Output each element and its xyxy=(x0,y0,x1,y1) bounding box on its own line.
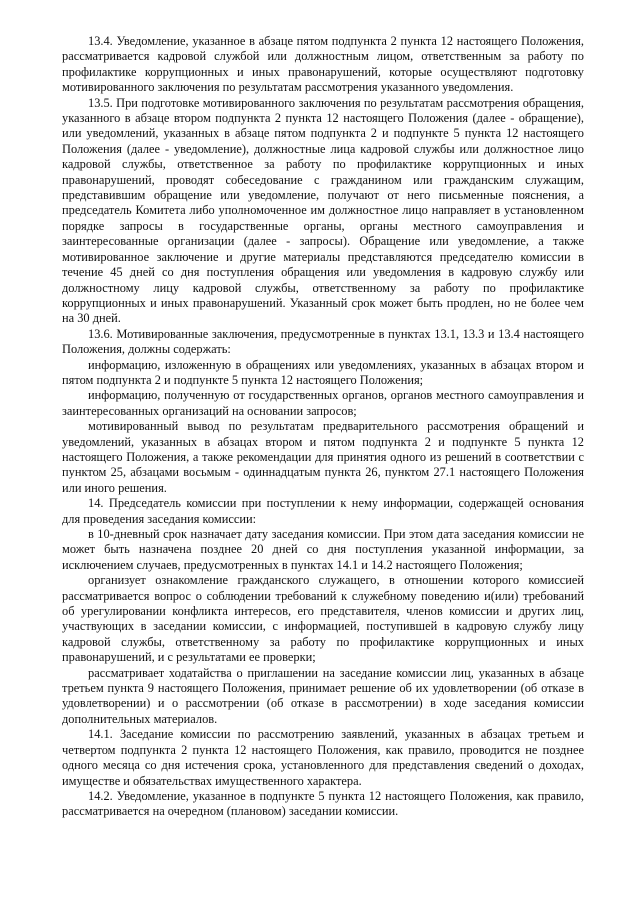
paragraph-13-4: 13.4. Уведомление, указанное в абзаце пятом подпункта 2 пункта 12 настоящего Положения, рассматривается кадровой службой или должностным лицом, ответственным за работу по профилактике коррупционных и иных правонарушений, которые осуществляют подготовку мотивированного заключения по результатам рассмотрения указанного уведомления. xyxy=(62,34,584,95)
paragraph-13-6: 13.6. Мотивированные заключения, предусмотренные в пунктах 13.1, 13.3 и 13.4 настоящего Положения, должны содержать: xyxy=(62,326,584,357)
paragraph-14-item-3: рассматривает ходатайства о приглашении на заседание комиссии лиц, указанных в абзаце третьем пункта 9 настоящего Положения, принимает решение об их удовлетворении (об отказе в удовлетворении) и о рассмотрении (об отказе в рассмотрении) в ходе заседания комиссии дополнительных материалов. xyxy=(62,665,584,726)
paragraph-13-6-item-1: информацию, изложенную в обращениях или уведомлениях, указанных в абзацах втором и пятом подпункта 2 и подпункте 5 пункта 12 настоящего Положения; xyxy=(62,357,584,387)
document-page xyxy=(62,34,584,820)
paragraph-14-2: 14.2. Уведомление, указанное в подпункте 5 пункта 12 настоящего Положения, как правило, рассматривается на очередном (плановом) заседании комиссии. xyxy=(62,788,584,819)
paragraph-13-5: 13.5. При подготовке мотивированного заключения по результатам рассмотрения обращения, указанного в абзаце втором подпункта 2 пункта 12 настоящего Положения (далее - обращение), или уведомлений, указанных в абзаце пятом подпункта 2 и подпункте 5 пункта 12 настоящего Положения (далее - уведомление), должностные лица кадровой службы или должностное лицо кадровой службы, ответственное за работу по профилактике коррупционных и иных правонарушений, проводят собеседование с гражданином или гражданским служащим, представившим обращение или уведомление, получают от него письменные пояснения, а председатель Комитета либо уполномоченное им должностное лицо направляет в установленном порядке запросы в государственные органы, органы местного самоуправления и заинтересованные организации (далее - запросы). Обращение или уведомление, а также мотивированное заключение и другие материалы представляются председателю комиссии в течение 45 дней со дня поступления обращения или уведомления в кадровую службу или должностному лицу кадровой службы, ответственному за работу по профилактике коррупционных и иных правонарушений. Указанный срок может быть продлен, но не более чем на 30 дней. xyxy=(62,95,584,326)
paragraph-14-item-1: в 10-дневный срок назначает дату заседания комиссии. При этом дата заседания комиссии не может быть назначена позднее 20 дней со дня поступления указанной информации, за исключением случаев, предусмотренных в пунктах 14.1 и 14.2 настоящего Положения; xyxy=(62,527,584,572)
paragraph-13-6-item-3: мотивированный вывод по результатам предварительного рассмотрения обращений и уведомлений, указанных в абзацах втором и пятом подпункта 2 и подпункте 5 пункта 12 настоящего Положения, а также рекомендации для принятия одного из решений в соответствии с пунктом 25, абзацами восьмым - одиннадцатым пункта 26, пунктом 27.1 настоящего Положения или иного решения. xyxy=(62,419,584,495)
paragraph-13-6-item-2: информацию, полученную от государственных органов, органов местного самоуправления и заинтересованных организаций на основании запросов; xyxy=(62,388,584,418)
paragraph-14-item-2: организует ознакомление гражданского служащего, в отношении которого комиссией рассматривается вопрос о соблюдении требований к служебному поведению и(или) требований об урегулировании конфликта интересов, его представителя, членов комиссии и других лиц, участвующих в заседании комиссии, с информацией, поступившей в кадровую службу лицу кадровой службы, ответственному за работу по профилактике коррупционных и иных правонарушений, и с результатами ее проверки; xyxy=(62,573,584,665)
paragraph-14: 14. Председатель комиссии при поступлении к нему информации, содержащей основания для проведения заседания комиссии: xyxy=(62,496,584,526)
paragraph-14-1: 14.1. Заседание комиссии по рассмотрению заявлений, указанных в абзацах третьем и четвертом подпункта 2 пункта 12 настоящего Положения, как правило, проводится не позднее одного месяца со дня истечения срока, установленного для представления сведений о доходах, имуществе и обязательствах имущественного характера. xyxy=(62,727,584,788)
